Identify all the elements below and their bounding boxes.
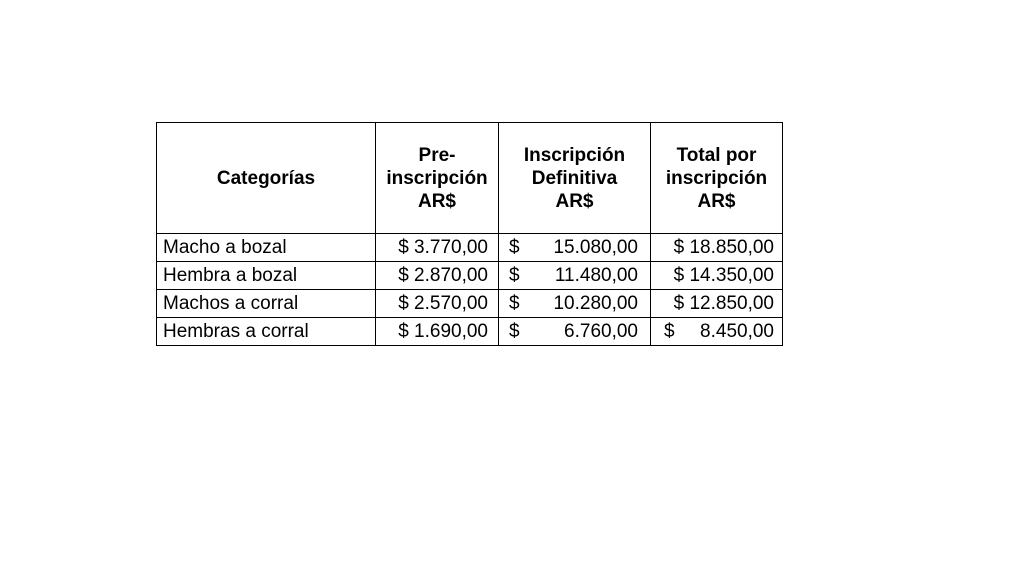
pre-inscripcion-cell: $ 1.690,00	[376, 318, 499, 346]
definitiva-amount: 6.760,00	[564, 321, 638, 342]
total-amount: 8.450,00	[700, 321, 774, 342]
total-cell	[651, 318, 783, 346]
category-cell: Machos a corral	[157, 290, 376, 318]
header-categories-line: Categorías	[216, 167, 316, 189]
definitiva-currency: $	[509, 293, 520, 314]
category-cell: Hembras a corral	[157, 318, 376, 346]
header-def-line-3: AR$	[555, 190, 594, 212]
header-pre-line-3: AR$	[417, 190, 456, 212]
header-pre-line-1: Pre-	[418, 144, 456, 166]
definitiva-cell	[499, 318, 651, 346]
total-cell: $ 14.350,00	[651, 262, 783, 290]
definitiva-amount: 10.280,00	[553, 293, 638, 314]
definitiva-currency: $	[509, 237, 520, 258]
table-row	[157, 262, 783, 290]
header-pre-line-2: inscripción	[386, 167, 488, 189]
category-cell: Macho a bozal	[157, 234, 376, 262]
category-cell: Hembra a bozal	[157, 262, 376, 290]
pre-inscripcion-cell: $ 3.770,00	[376, 234, 499, 262]
header-total-line-3: AR$	[697, 190, 736, 212]
total-cell: $ 18.850,00	[651, 234, 783, 262]
definitiva-currency: $	[509, 265, 520, 286]
table-row	[157, 318, 783, 346]
header-total	[651, 123, 783, 234]
definitiva-cell	[499, 290, 651, 318]
fees-table	[156, 122, 783, 346]
header-def-line-2: Definitiva	[531, 167, 618, 189]
pre-inscripcion-cell: $ 2.870,00	[376, 262, 499, 290]
header-categories	[157, 123, 376, 234]
header-row	[157, 123, 783, 234]
header-total-line-1: Total por	[676, 144, 757, 166]
definitiva-cell	[499, 262, 651, 290]
table-row	[157, 290, 783, 318]
header-pre-inscripcion	[376, 123, 499, 234]
header-inscripcion-definitiva	[499, 123, 651, 234]
definitiva-currency: $	[509, 321, 520, 342]
table-row	[157, 234, 783, 262]
definitiva-amount: 11.480,00	[554, 265, 638, 286]
total-cell: $ 12.850,00	[651, 290, 783, 318]
definitiva-amount: 15.080,00	[553, 237, 638, 258]
table-body	[157, 234, 783, 346]
pre-inscripcion-cell: $ 2.570,00	[376, 290, 499, 318]
definitiva-cell	[499, 234, 651, 262]
header-total-line-2: inscripción	[665, 167, 768, 189]
header-def-line-1: Inscripción	[523, 144, 626, 166]
table-header	[157, 123, 783, 234]
total-currency: $	[664, 321, 675, 342]
